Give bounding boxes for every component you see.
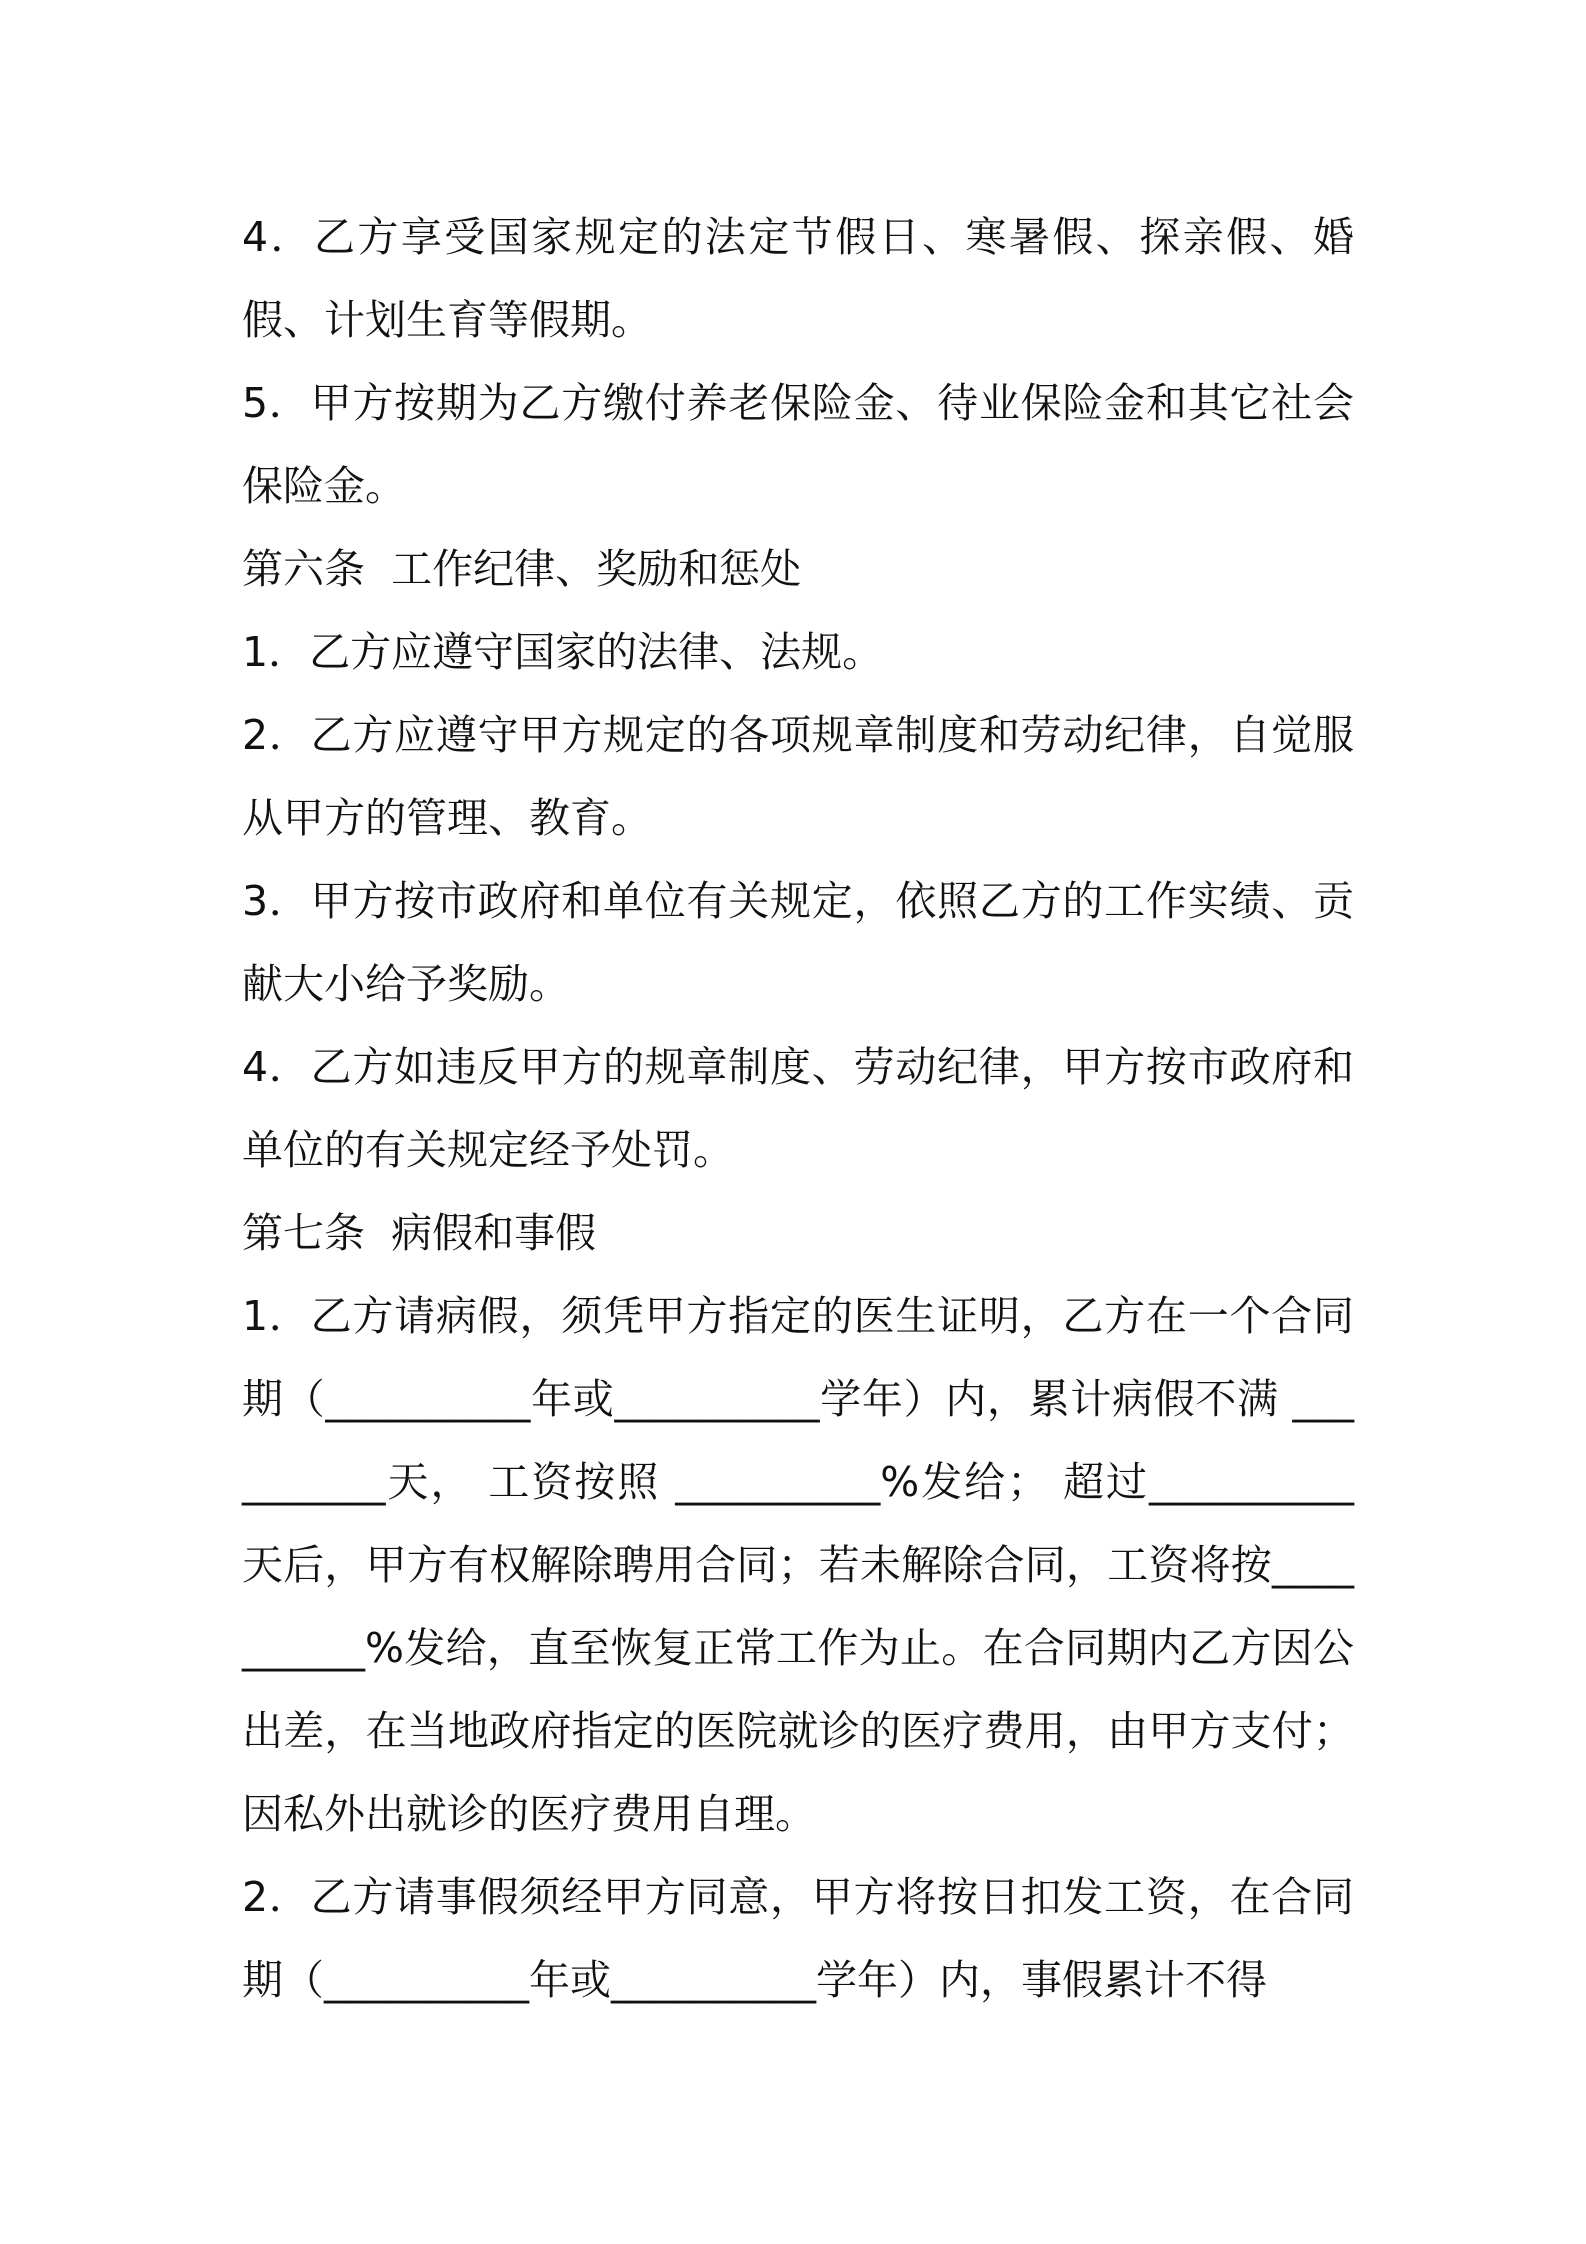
clause-6-item-1: 1．乙方应遵守国家的法律、法规。 — [242, 628, 884, 676]
clause-7-item-1: 1．乙方请病假，须凭甲方指定的医生证明，乙方在一个合同期（__________年或__________学年）内，累计病假不满 __________天， 工资按照 __________%发给； 超过__________天后，甲方有权解除聘用合同；若未解除合同，工资将按__________%发给，直至恢复正常工作为止。在合同期内乙方因公出差，在当地政府指定的医院就诊的医疗费用，由甲方支付；因私外出就诊的医疗费用自理。 — [242, 1292, 1354, 1838]
clause-5-item-5: 5．甲方按期为乙方缴付养老保险金、待业保险金和其它社会保险金。 — [242, 379, 1354, 510]
clause-6-item-4: 4．乙方如违反甲方的规章制度、劳动纪律，甲方按市政府和单位的有关规定经予处罚。 — [242, 1043, 1354, 1174]
clause-5-item-4: 4．乙方享受国家规定的法定节假日、寒暑假、探亲假、婚假、计划生育等假期。 — [242, 213, 1354, 344]
document-body — [242, 196, 1354, 2022]
clause-6-item-3: 3．甲方按市政府和单位有关规定，依照乙方的工作实绩、贡献大小给予奖励。 — [242, 877, 1354, 1008]
clause-6-item-2: 2．乙方应遵守甲方规定的各项规章制度和劳动纪律，自觉服从甲方的管理、教育。 — [242, 711, 1354, 842]
article-6-heading: 第六条 工作纪律、奖励和惩处 — [242, 545, 802, 593]
article-7-heading: 第七条 病假和事假 — [242, 1209, 597, 1257]
clause-7-item-2: 2．乙方请事假须经甲方同意，甲方将按日扣发工资，在合同期（__________年或__________学年）内，事假累计不得 — [242, 1873, 1354, 2004]
